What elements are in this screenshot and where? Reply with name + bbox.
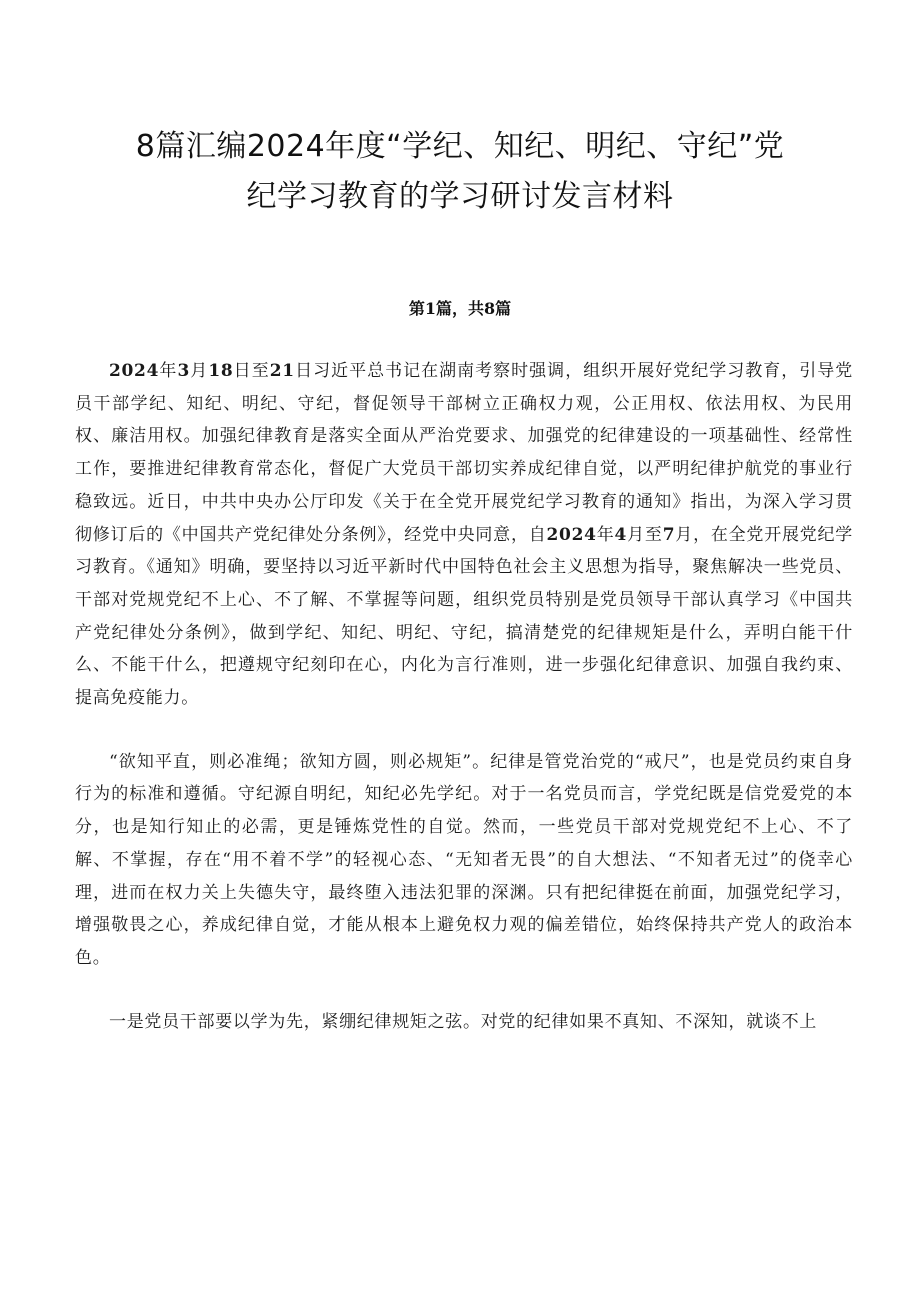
paragraph xyxy=(75,1006,853,1039)
paragraph xyxy=(75,355,853,715)
paragraph xyxy=(75,746,853,975)
paragraph-text: 月至 xyxy=(627,524,663,545)
document-title-line-2: 纪学习教育的学习研讨发言材料 xyxy=(246,179,674,214)
paragraph-text: 一是党员干部要以学为先，紧绷纪律规矩之弦。对党的纪律如果不真知、不深知，就谈不上 xyxy=(109,1011,817,1032)
bold-number: 2024 xyxy=(109,361,160,381)
paragraph-text: 日至 xyxy=(233,361,270,381)
paragraph-text: 年 xyxy=(596,524,615,545)
document-title-line-1: 8篇汇编2024年度“学纪、知纪、明纪、守纪”党 xyxy=(135,129,785,164)
paragraph-text: 月 xyxy=(189,361,209,381)
bold-number: 7 xyxy=(662,524,676,545)
bold-number: 3 xyxy=(177,361,190,381)
bold-number: 2024 xyxy=(546,524,597,545)
paragraph-text: “欲知平直，则必准绳；欲知方圆，则必规矩”。纪律是管党治党的“戒尺”，也是党员约束自身行为的标准和遵循。守纪源自明纪，知纪必先学纪。对于一名党员而言，学党纪既是信党爱党的本分，也是知行知止的必需，更是锤炼党性的自觉。然而，一些党员干部对党规党纪不上心、不了解、不掌握，存在“用不着不学”的轻视心态、“无知者无畏”的自大想法、“不知者无过”的侥幸心理，进而在权力关上失德失守，最终堕入违法犯罪的深渊。只有把纪律挺在前面，加强党纪学习，增强敬畏之心，养成纪律自觉，才能从根本上避免权力观的偏差错位，始终保持共产党人的政治本色。 xyxy=(75,751,853,968)
bold-number: 4 xyxy=(614,524,628,545)
paragraph-text: 月，在全党开展党纪学习教育。《通知》明确，要坚持以习近平新时代中国特色社会主义思想为指导，聚焦解决一些党员、干部对党规党纪不上心、不了解、不掌握等问题，组织党员特别是党员领导干部认真学习《中国共产党纪律处分条例》，做到学纪、知纪、明纪、守纪，搞清楚党的纪律规矩是什么，弄明白能干什么、不能干什么，把遵规守纪刻印在心，内化为言行准则，进一步强化纪律意识、加强自我约束、提高免疫能力。 xyxy=(75,524,854,709)
document-title xyxy=(60,122,860,222)
paragraph-text: 年 xyxy=(159,361,178,381)
document-body xyxy=(75,355,853,1038)
section-indicator: 第1篇，共8篇 xyxy=(408,299,512,318)
paragraph-text: 日习近平总书记在湖南考察时强调，组织开展好党纪学习教育，引导党员干部学纪、知纪、明纪、守纪，督促领导干部树立正确权力观，公正用权、依法用权、为民用权、廉洁用权。加强纪律教育是落实全面从严治党要求、加强党的纪律建设的一项基础性、经常性工作，要推进纪律教育常态化，督促广大党员干部切实养成纪律自觉，以严明纪律护航党的事业行稳致远。近日，中共中央办公厅印发《关于在全党开展党纪学习教育的通知》指出，为深入学习贯彻修订后的《中国共产党纪律处分条例》，经党中央同意，自 xyxy=(75,361,854,545)
bold-number: 21 xyxy=(269,361,295,381)
bold-number: 18 xyxy=(208,361,234,381)
